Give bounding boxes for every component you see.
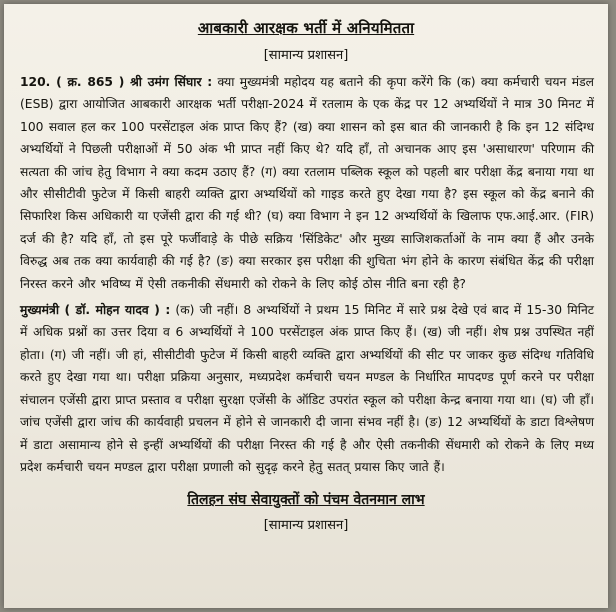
document-page	[4, 4, 608, 608]
answer-paragraph	[20, 299, 594, 478]
next-question-title: तिलहन संघ सेवायुक्तों को पंचम वेतनमान लाभ	[187, 492, 425, 509]
document-title: आबकारी आरक्षक भर्ती में अनियमितता	[197, 19, 415, 37]
question-paragraph	[20, 71, 594, 295]
question-label: 120. ( क्र. 865 ) श्री उमंग सिंघार :	[20, 75, 213, 89]
question-text: क्या मुख्यमंत्री महोदय यह बताने की कृपा करेंगे कि (क) क्या कर्मचारी चयन मंडल (ESB) द्वारा आयोजित आबकारी आरक्षक भर्ती परीक्षा-2024 में रतलाम के एक केंद्र पर 12 अभ्यर्थियों ने मात्र 30 मिनट में 100 सवाल हल कर 100 परसेंटाइल अंक प्राप्त किए हैं? (ख) क्या शासन को इस बात की जानकारी है कि इन 12 संदिग्ध अभ्यर्थियों ने पिछली परीक्षाओं में 50 अंक भी प्राप्त नहीं किए थे? यदि हाँ, तो अचानक आए इस 'असाधारण' परिणाम की सत्यता की जांच हेतु विभाग ने क्या कदम उठाए हैं? (ग) क्या रतलाम पब्लिक स्कूल को पहली बार परीक्षा केंद्र बनाया गया था और सीसीटीवी फुटेज में किसी बाहरी व्यक्ति द्वारा अभ्यर्थियों को गाइड करते हुए देखा गया है? इस स्कूल को केंद्र बनाने की सिफारिश किस अधिकारी या एजेंसी द्वारा की गई थी? (घ) क्या विभाग ने इन 12 अभ्यर्थियों के खिलाफ एफ.आई.आर. (FIR) दर्ज की है? यदि हाँ, तो इस पूरे फर्जीवाड़े के पीछे सक्रिय 'सिंडिकेट' और मुख्य साजिशकर्ताओं के नाम क्या हैं और उनके विरुद्ध अब तक क्या कार्यवाही की गई है? (ङ) क्या सरकार इस परीक्षा की शुचिता भंग होने के कारण संबंधित केंद्र की परीक्षा निरस्त करने और भविष्य में ऐसी तकनीकी सेंधमारी को रोकने के लिए कोई ठोस नीति बना रही है?	[20, 75, 594, 291]
next-department-tag: [सामान्य प्रशासन]	[263, 518, 349, 534]
answer-label: मुख्यमंत्री ( डॉ. मोहन यादव ) :	[20, 303, 171, 318]
answer-text: (क) जी नहीं। 8 अभ्यर्थियों ने प्रथम 15 मिनिट में सारे प्रश्न देखे एवं बाद में 15-30 मिनिट में अधिक प्रश्नों का उत्तर दिया व 6 अभ्यर्थियों ने 100 परसेंटाइल अंक प्राप्त किए हैं। (ख) जी नहीं। शेष प्रश्न उपस्थित नहीं होता। (ग) जी नहीं। जी हां, सीसीटीवी फुटेज में किसी बाहरी व्यक्ति द्वारा अभ्यर्थियों की सीट पर जाकर कुछ संदिग्ध गतिविधि करते हुए देखा गया था। परीक्षा प्रक्रिया अनुसार, मध्यप्रदेश कर्मचारी चयन मण्डल के निर्धारित मापदण्ड पूर्ण करने पर परीक्षा संचालन एजेंसी द्वारा प्राप्त प्रस्ताव व परीक्षा सुरक्षा एजेंसी के ऑडिट उपरांत स्कूल को परीक्षा केन्द्र बनाया गया था। (घ) जी हाँ। जांच एजेंसी द्वारा जांच की कार्यवाही प्रचलन में होने से जानकारी दी जाना संभव नहीं है। (ङ) 12 अभ्यर्थियों के डाटा विश्लेषण में डाटा असामान्य होने से इन्हीं अभ्यर्थियों की परीक्षा निरस्त की गई है और ऐसी तकनीकी सेंधमारी को रोकने के लिए मध्य प्रदेश कर्मचारी चयन मण्डल द्वारा परीक्षा प्रणाली को सुदृढ़ करने हेतु सतत् प्रयास किए जाते हैं।	[20, 303, 594, 474]
department-tag: [सामान्य प्रशासन]	[263, 48, 349, 63]
